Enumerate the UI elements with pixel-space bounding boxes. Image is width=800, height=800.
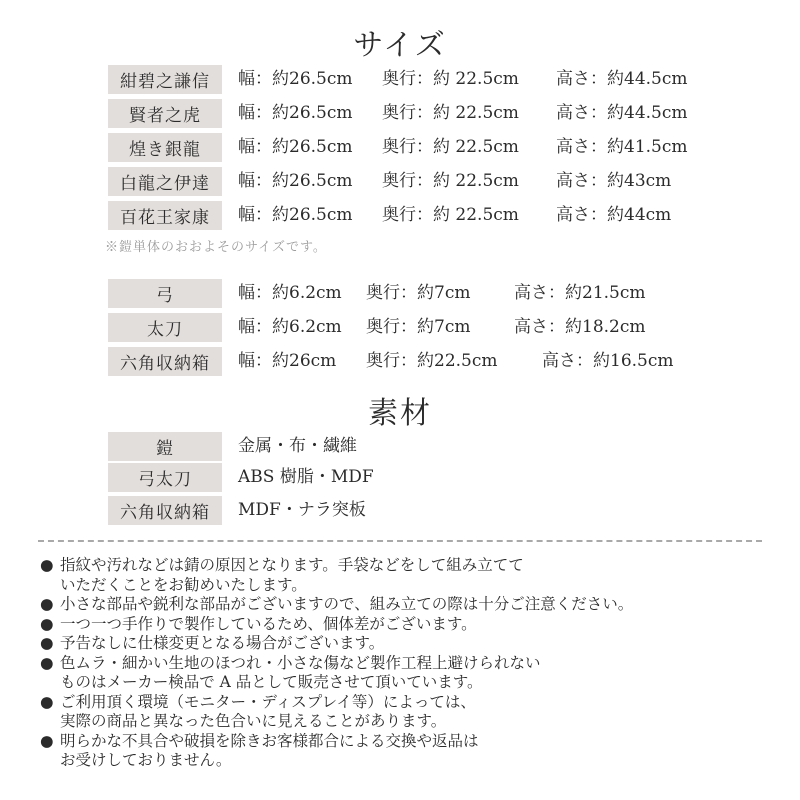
size-row-label: 賢者之虎 — [108, 99, 222, 128]
size-row-label: 六角収納箱 — [108, 347, 222, 376]
caution-note-text: 指紋や汚れなどは錆の原因となります。手袋などをして組み立てて — [60, 556, 524, 574]
size-row-label: 白龍之伊達 — [108, 167, 222, 196]
size-height: 高さ：約44.5cm — [556, 103, 688, 123]
size-height: 高さ：約43cm — [556, 171, 672, 191]
size-row-label: 煌き銀龍 — [108, 133, 222, 162]
material-row — [108, 463, 374, 492]
caution-note-text-continued: ものはメーカー検品で A 品として販売させて頂いています。 — [60, 673, 483, 691]
size-row-label: 紺碧之謙信 — [108, 65, 222, 94]
size-depth: 奥行：約7cm — [366, 283, 471, 303]
caution-note-item — [40, 595, 800, 615]
bullet-icon: ● — [40, 731, 54, 750]
caution-note-item — [40, 634, 800, 654]
caution-note-text: 明らかな不具合や破損を除きお客様都合による交換や返品は — [60, 731, 479, 750]
size-height: 高さ：約44cm — [556, 205, 672, 225]
size-height: 高さ：約18.2cm — [514, 317, 646, 337]
bullet-icon: ● — [40, 595, 54, 613]
size-depth: 奥行：約7cm — [366, 317, 471, 337]
size-row — [108, 347, 674, 376]
caution-note-text: 予告なしに仕様変更となる場合がございます。 — [60, 634, 385, 652]
caution-note-text: ご利用頂く環境（モニター・ディスプレイ等）によっては、 — [60, 692, 476, 711]
material-row-label: 弓太刀 — [108, 463, 222, 492]
caution-note-text-continued: 実際の商品と異なった色合いに見えることがあります。 — [60, 712, 447, 730]
caution-note-item — [40, 732, 800, 771]
size-depth: 奥行：約 22.5cm — [382, 137, 519, 157]
size-depth: 奥行：約 22.5cm — [382, 103, 519, 123]
size-row — [108, 65, 688, 94]
size-depth: 奥行：約 22.5cm — [382, 69, 519, 89]
size-height: 高さ：約16.5cm — [542, 351, 674, 371]
size-width: 幅：約26.5cm — [238, 103, 353, 123]
size-width: 幅：約26.5cm — [238, 69, 353, 89]
bullet-icon: ● — [40, 692, 54, 711]
caution-note-item — [40, 654, 800, 693]
material-section-title: 素材 — [368, 396, 432, 431]
bullet-icon: ● — [40, 614, 54, 633]
caution-note-item — [40, 556, 800, 595]
bullet-icon: ● — [40, 634, 54, 652]
size-row-label: 百花王家康 — [108, 201, 222, 230]
material-row-value: MDF・ナラ突板 — [238, 500, 366, 520]
size-width: 幅：約6.2cm — [238, 317, 342, 337]
material-row — [108, 432, 357, 461]
caution-note-text: 色ムラ・細かい生地のほつれ・小さな傷など製作工程上避けられない — [60, 653, 541, 672]
caution-note-item — [40, 693, 800, 732]
size-height: 高さ：約21.5cm — [514, 283, 646, 303]
size-depth: 奥行：約 22.5cm — [382, 205, 519, 225]
material-row-label: 鎧 — [108, 432, 222, 461]
bullet-icon: ● — [40, 653, 54, 672]
size-width: 幅：約6.2cm — [238, 283, 342, 303]
size-row — [108, 201, 672, 230]
size-row — [108, 279, 646, 308]
size-section-title: サイズ — [353, 28, 447, 63]
material-row-label: 六角収納箱 — [108, 496, 222, 525]
size-height: 高さ：約44.5cm — [556, 69, 688, 89]
size-row-label: 弓 — [108, 279, 222, 308]
size-footnote: ※鎧単体のおおよそのサイズです。 — [105, 240, 327, 255]
size-row — [108, 99, 688, 128]
size-width: 幅：約26.5cm — [238, 137, 353, 157]
dashed-divider — [38, 540, 762, 542]
size-row — [108, 313, 646, 342]
size-width: 幅：約26.5cm — [238, 171, 353, 191]
size-width: 幅：約26.5cm — [238, 205, 353, 225]
size-height: 高さ：約41.5cm — [556, 137, 688, 157]
size-row — [108, 133, 688, 162]
bullet-icon: ● — [40, 556, 54, 574]
material-row — [108, 496, 366, 525]
caution-notes-list — [40, 556, 800, 771]
caution-note-text: 一つ一つ手作りで製作しているため、個体差がございます。 — [60, 614, 477, 633]
size-depth: 奥行：約22.5cm — [366, 351, 498, 371]
caution-note-text: 小さな部品や鋭利な部品がございますので、組み立ての際は十分ご注意ください。 — [60, 595, 634, 613]
caution-note-item — [40, 615, 800, 635]
material-row-value: 金属・布・繊維 — [238, 436, 357, 456]
material-row-value: ABS 樹脂・MDF — [238, 467, 374, 487]
caution-note-text-continued: いただくことをお勧めいたします。 — [60, 575, 307, 594]
caution-note-text-continued: お受けしておりません。 — [60, 751, 232, 769]
size-depth: 奥行：約 22.5cm — [382, 171, 519, 191]
size-row-label: 太刀 — [108, 313, 222, 342]
size-width: 幅：約26cm — [238, 351, 337, 371]
size-row — [108, 167, 672, 196]
